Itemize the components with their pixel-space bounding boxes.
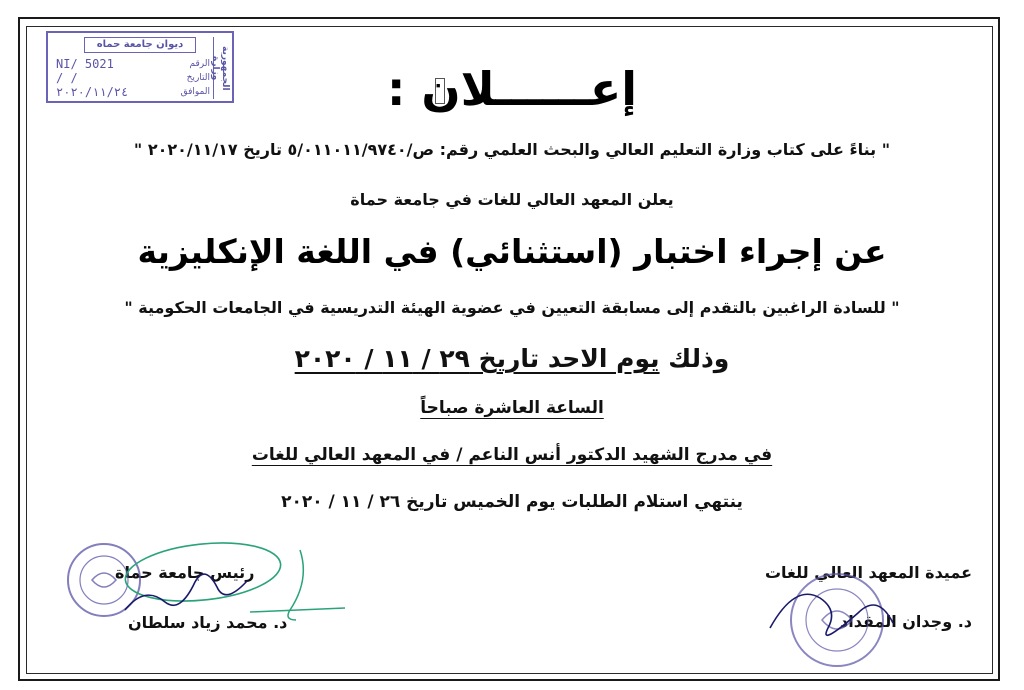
registry-value-number: NI/ 5021	[56, 57, 114, 71]
ministry-reference: " بناءً على كتاب وزارة التعليم العالي والبحث العلمي رقم: ص/٥/٠١١٠١١/٩٧٤٠ تاريخ ٢٠٢٠/١١/١٧ "	[133, 140, 891, 159]
registry-value-corresponding: ٢٠٢٠/١١/٢٤	[56, 85, 129, 99]
exam-place-text: في مدرج الشهيد الدكتور أنس الناعم / في المعهد العالي للغات	[251, 445, 773, 465]
registry-label-date: التاريخ	[186, 73, 210, 83]
registry-value-date: / /	[56, 71, 78, 85]
application-deadline: ينتهي استلام الطلبات يوم الخميس تاريخ ٢٦ / ١١ / ٢٠٢٠	[281, 492, 743, 512]
registry-stamp-side: الجمهورية وزارة	[213, 37, 230, 99]
exam-time-text: الساعة العاشرة صباحاً	[420, 398, 604, 418]
target-audience: " للسادة الراغبين بالتقدم إلى مسابقة التعيين في عضوية الهيئة التدريسية في الجامعات الحكومية "	[124, 298, 900, 317]
president-title: رئيس جامعة حماة	[115, 563, 255, 582]
registry-label-number: الرقم	[189, 59, 210, 69]
dean-signature	[770, 594, 893, 635]
page-title: إعــــــلان :	[386, 62, 638, 116]
announcement-line: يعلن المعهد العالي للغات في جامعة حماة	[350, 190, 674, 209]
exam-date-prefix: وذلك	[668, 344, 730, 373]
president-name: د. محمد زياد سلطان	[128, 613, 288, 632]
registry-label-corresponding: الموافق	[180, 87, 210, 97]
pen-flourish	[250, 550, 345, 620]
institute-seal	[791, 574, 883, 666]
registry-stamp-header: ديوان جامعة حماه	[84, 37, 196, 53]
dean-name: د. وجدان المقداد	[840, 612, 972, 631]
exam-date-text: يوم الاحد تاريخ ٢٩ / ١١ / ٢٠٢٠	[294, 344, 660, 373]
president-signature	[125, 574, 247, 610]
dean-title: عميدة المعهد العالي للغات	[764, 563, 972, 582]
exam-headline: عن إجراء اختبار (استثنائي) في اللغة الإنكليزية	[137, 232, 887, 271]
pen-ellipse	[123, 536, 284, 608]
